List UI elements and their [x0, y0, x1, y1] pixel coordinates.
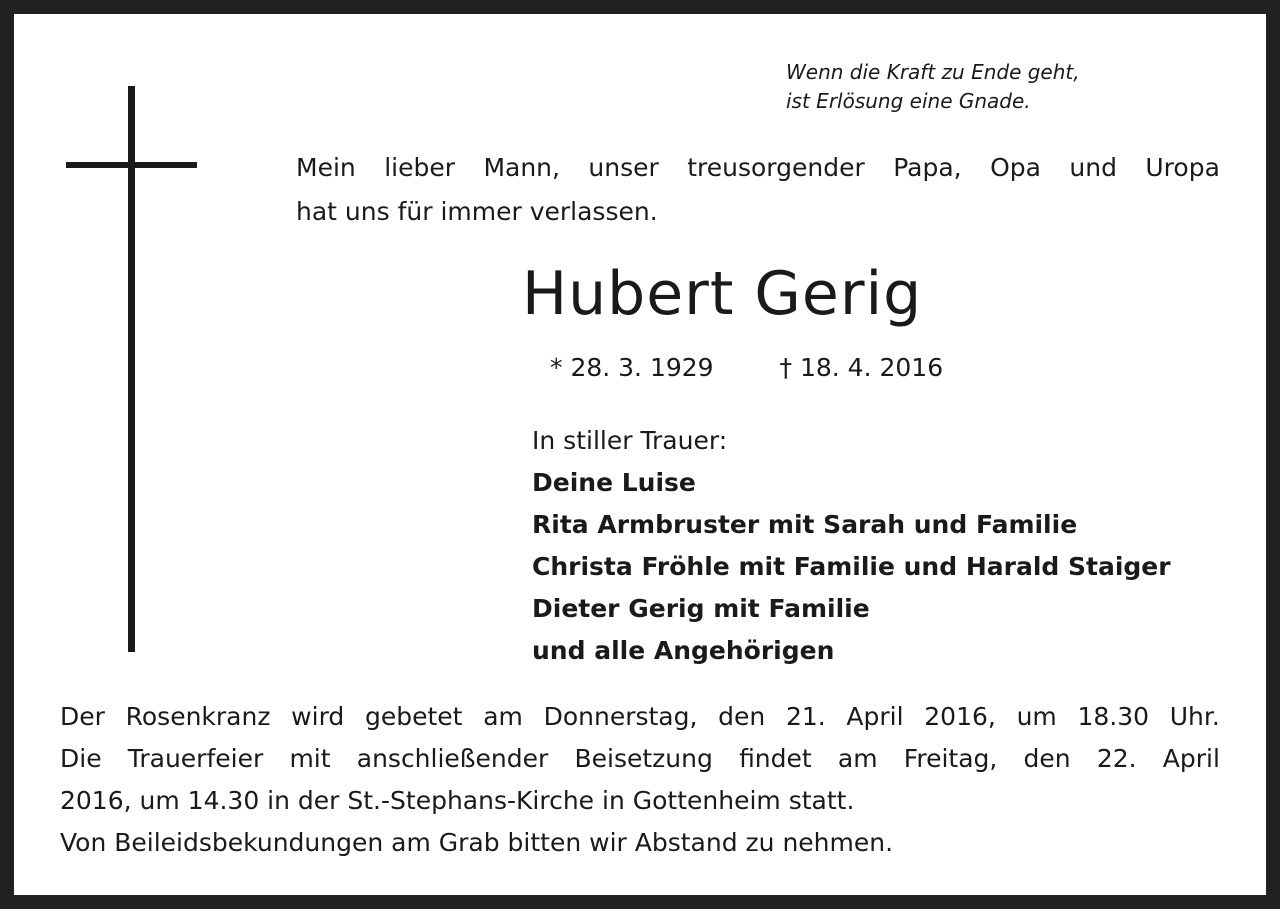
intro-line-2: hat uns für immer verlassen. [296, 197, 658, 226]
service-word: April [1162, 744, 1220, 773]
service-word: 22. [1096, 744, 1137, 773]
intro-line-1 [296, 146, 1220, 190]
service-word: Donnerstag, [543, 702, 698, 731]
motto-line-2: ist Erlösung eine Gnade. [786, 89, 1031, 113]
intro-word: unser [588, 153, 659, 182]
obituary-notice [14, 14, 1266, 895]
service-word: Der [60, 702, 105, 731]
service-word: April [846, 702, 904, 731]
service-word: gebetet [364, 702, 463, 731]
service-word: Freitag, [903, 744, 998, 773]
mourner-name: Deine Luise [532, 468, 696, 497]
deceased-name: Hubert Gerig [522, 259, 923, 329]
cross-icon-vertical-bar [128, 86, 135, 652]
service-word: am [837, 744, 878, 773]
service-word: Beisetzung [574, 744, 713, 773]
mourners-list [532, 420, 1171, 672]
mourner-name: und alle Angehörigen [532, 636, 835, 665]
service-word: wird [291, 702, 345, 731]
service-line-3: 2016, um 14.30 in der St.-Stephans-Kirche in Gottenheim statt. [60, 786, 855, 815]
service-line-2 [60, 738, 1220, 780]
motto [786, 58, 1246, 116]
service-word: Trauerfeier [127, 744, 264, 773]
intro-word: treusorgender [687, 153, 865, 182]
service-word: anschließender [356, 744, 549, 773]
service-word: 18.30 [1077, 702, 1150, 731]
cross-icon-horizontal-bar [66, 162, 197, 168]
intro-word: lieber [384, 153, 455, 182]
intro-word: Mann, [483, 153, 560, 182]
service-word: Die [60, 744, 102, 773]
service-word: am [483, 702, 523, 731]
service-line-1 [60, 696, 1220, 738]
mourner-name: Christa Fröhle mit Familie und Harald Staiger [532, 552, 1171, 581]
service-word: um [1016, 702, 1057, 731]
service-word: mit [289, 744, 331, 773]
intro-word: Opa [990, 153, 1041, 182]
service-line-4: Von Beileidsbekundungen am Grab bitten wir Abstand zu nehmen. [60, 828, 894, 857]
intro-word: Uropa [1145, 153, 1220, 182]
service-word: den [1023, 744, 1071, 773]
intro-word: Mein [296, 153, 356, 182]
life-dates [550, 350, 943, 386]
mourners-intro: In stiller Trauer: [532, 426, 728, 455]
service-word: 21. [785, 702, 826, 731]
intro-word: und [1069, 153, 1117, 182]
service-word: Rosenkranz [125, 702, 271, 731]
service-word: findet [739, 744, 812, 773]
service-word: Uhr. [1169, 702, 1220, 731]
death-date: † 18. 4. 2016 [779, 353, 944, 382]
service-word: den [718, 702, 766, 731]
service-word: 2016, [924, 702, 996, 731]
mourner-name: Rita Armbruster mit Sarah und Familie [532, 510, 1078, 539]
intro-text [296, 146, 1220, 234]
birth-date: * 28. 3. 1929 [550, 353, 714, 382]
mourner-name: Dieter Gerig mit Familie [532, 594, 870, 623]
service-details [60, 696, 1220, 864]
intro-word: Papa, [893, 153, 962, 182]
motto-line-1: Wenn die Kraft zu Ende geht, [786, 60, 1080, 84]
